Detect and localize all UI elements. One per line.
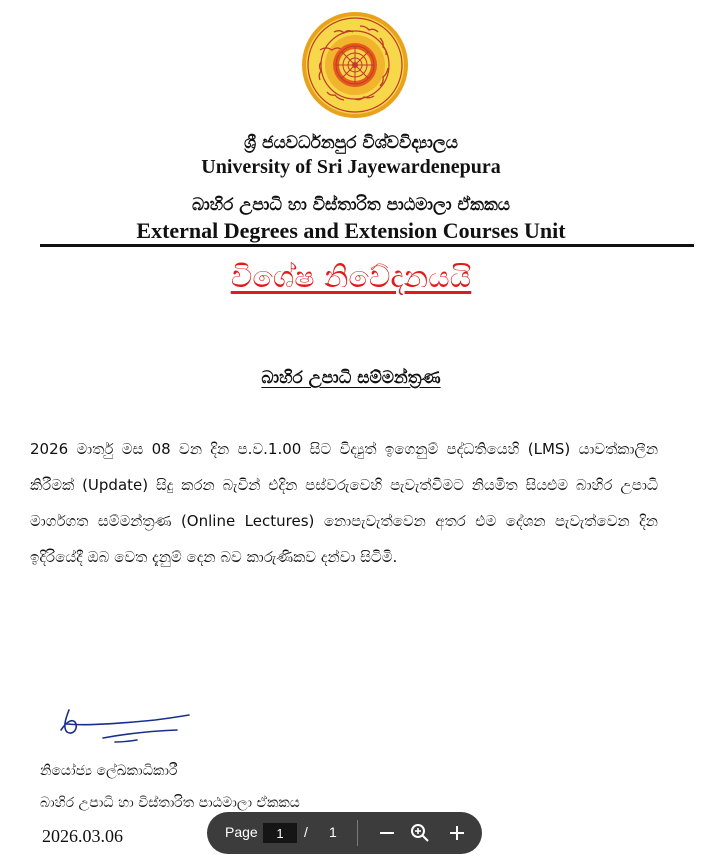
header-divider	[40, 244, 694, 247]
university-name-english: University of Sri Jayewardenepura	[201, 156, 501, 178]
notice-date: 2026.03.06	[42, 826, 123, 846]
zoom-fit-button[interactable]	[408, 821, 432, 845]
signature	[55, 698, 200, 753]
minus-icon	[375, 821, 399, 845]
notice-subject: බාහිර උපාධි සම්මන්ත්‍රණ	[261, 368, 441, 388]
university-name-sinhala: ශ්‍රී ජයවර්ධනපුර විශ්වවිද්‍යාලය	[243, 133, 458, 153]
toolbar-divider	[357, 820, 358, 846]
signatory-unit: බාහිර උපාධි හා විස්තාරිත පාඨමාලා ඒකකය	[40, 795, 300, 811]
unit-name-english: External Degrees and Extension Courses Unit	[136, 218, 566, 243]
notice-body: 2026 මාර්තු මස 08 වන දින ප.ව.1.00 සිට විද්‍යුත් ඉගෙනුම් පද්ධතියෙහි (LMS) යාවත්කාලීන කිරීමක් (Update) සිදු කරන බැවින් එදින පස්වරුවෙහි පැවැත්වීමට නියමිත සියළුම බාහිර උපාධි මාර්ගගත සම්මන්ත්‍රණ (Online Lectures) නොපැවැත්වෙන අතර එම දේශන පැවැත්වෙන දින ඉදිරියේදී ඔබ වෙත දැනුම් දෙන බව කාරුණිකව දන්වා සිටිමි.	[30, 440, 658, 566]
zoom-in-button[interactable]	[445, 821, 469, 845]
total-pages: 1	[329, 824, 337, 840]
zoom-in-icon	[408, 821, 432, 845]
notice-title: විශේෂ නිවේදනයයි	[230, 260, 472, 295]
pdf-page-toolbar	[207, 812, 482, 854]
unit-name-sinhala: බාහිර උපාධි හා විස්තාරිත පාඨමාලා ඒකකය	[191, 195, 511, 215]
university-logo	[300, 10, 410, 120]
zoom-out-button[interactable]	[375, 821, 399, 845]
signatory-designation: නියෝජ්‍ය ලේඛකාධිකාරී	[40, 763, 178, 779]
page-separator: /	[304, 824, 308, 840]
current-page-input[interactable]	[263, 823, 297, 843]
page-label: Page	[225, 824, 258, 840]
plus-icon	[445, 821, 469, 845]
